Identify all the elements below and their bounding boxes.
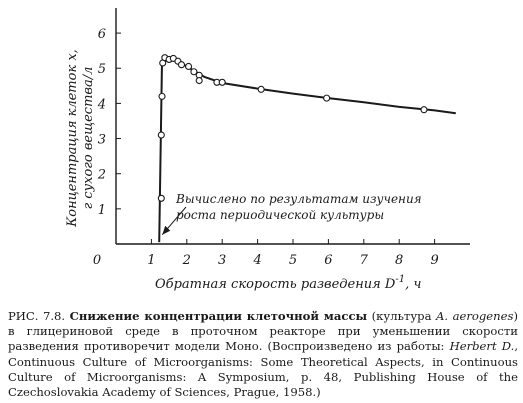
caption-lead: РИС. 7.8.: [8, 309, 70, 323]
data-point: [158, 195, 164, 201]
y-tick-label: 1: [97, 202, 106, 218]
annotation: [162, 192, 421, 235]
x-tick-label: 7: [359, 253, 368, 268]
caption-text-2: ) в глицериновой среде в проточном реакторе при уменьшении скорости разведения противоречит модели Моно. (Воспроизведено из работы:: [8, 309, 518, 354]
x-tick-label: 1: [147, 253, 156, 268]
y-tick-label: 3: [97, 132, 106, 148]
x-tick-label: 9: [430, 253, 439, 268]
y-axis-label-line2: г сухого вещества/л: [81, 66, 96, 210]
data-point: [258, 86, 264, 92]
caption-text-1: (культура: [367, 309, 437, 323]
y-tick-label: 2: [97, 167, 106, 183]
data-point: [159, 93, 165, 99]
data-points: [158, 55, 427, 202]
x-axis-label: [155, 274, 421, 292]
x-tick-label: 8: [395, 253, 404, 268]
data-point: [186, 63, 192, 69]
x-tick-label: 5: [288, 253, 298, 268]
caption-author: Herbert D.: [449, 339, 515, 354]
data-point: [219, 79, 225, 85]
caption-title: Снижение концентрации клеточной массы: [69, 309, 368, 323]
annotation-line1: Вычислено по результатам изучения: [176, 192, 422, 206]
data-point: [178, 62, 184, 68]
x-tick-label: 3: [218, 253, 227, 268]
y-tick-label: 4: [97, 97, 106, 113]
ticks: [93, 27, 439, 268]
figure-caption: [8, 309, 518, 400]
data-point: [196, 78, 202, 84]
data-point: [324, 95, 330, 101]
annotation-line2: роста периодической культуры: [176, 208, 385, 222]
x-origin-label: 0: [92, 253, 102, 268]
data-point: [158, 132, 164, 138]
y-tick-label: 6: [97, 27, 106, 43]
y-axis-label: [65, 49, 96, 228]
x-tick-label: 4: [253, 253, 262, 268]
y-axis-label-line1: Концентрация клеток x,: [65, 49, 80, 227]
x-axis-label-exponent: -1: [395, 274, 406, 285]
x-axis-label-text: Обратная скорость разведения D: [155, 277, 396, 292]
x-tick-label: 6: [324, 253, 333, 268]
caption-species: A. aerogenes: [436, 309, 514, 323]
y-tick-label: 5: [97, 62, 106, 78]
x-tick-label: 2: [182, 253, 191, 268]
data-point: [421, 107, 427, 113]
caption-source: , Continuous Culture of Microorganisms: Some Theoretical Aspects, in Continuous Culture of Microorganisms: A Symposium, p. 48, Publishing House of the Czechoslovakia Academy of Sciences, Prague, 1958.): [8, 339, 518, 400]
x-axis-label-unit: , ч: [405, 277, 422, 292]
